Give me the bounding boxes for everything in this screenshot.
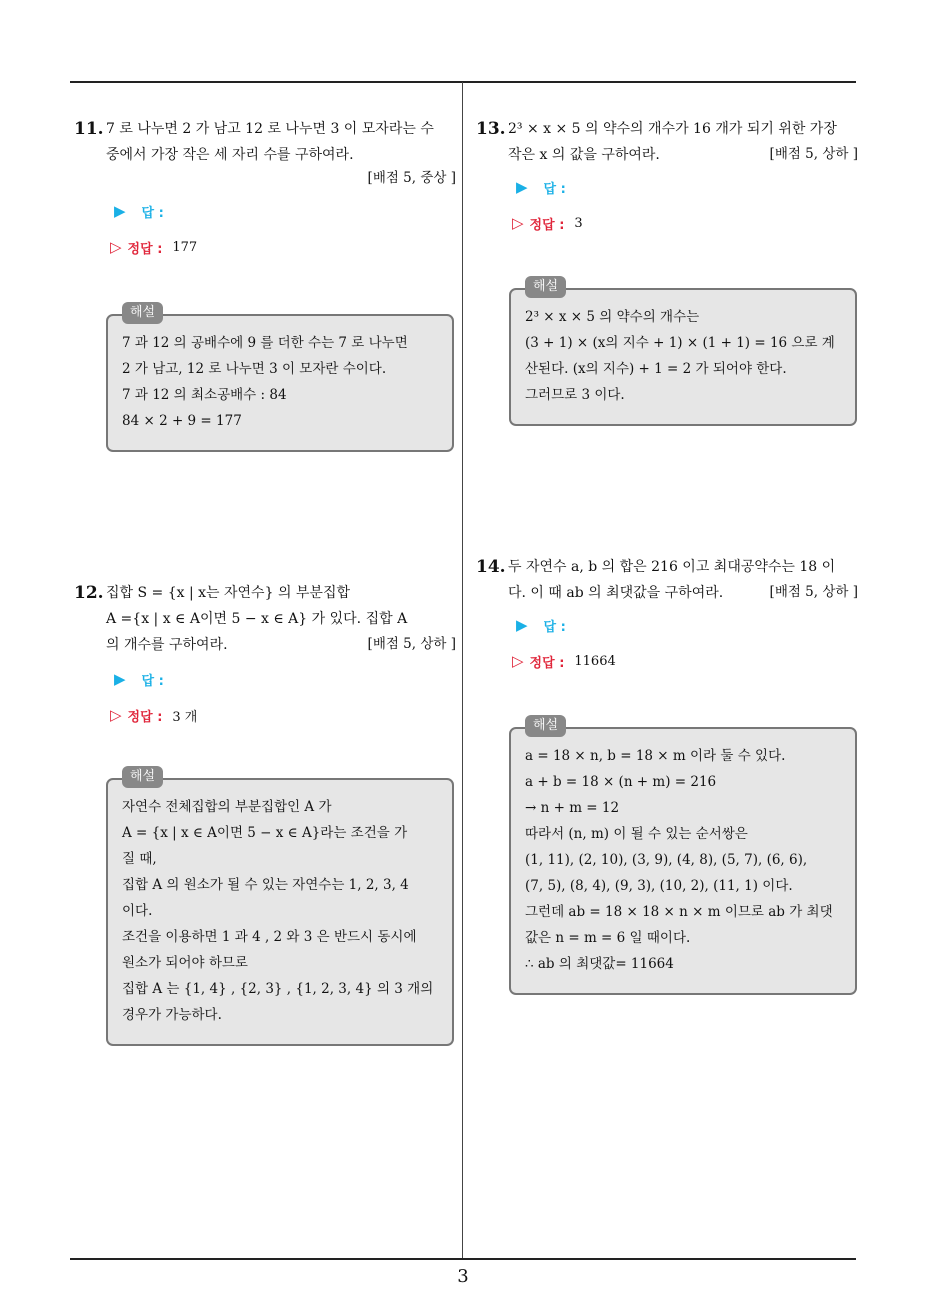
question-line: 다. 이 때 ab 의 최댓값을 구하여라.: [508, 585, 724, 601]
explanation-line: 질 때,: [122, 851, 157, 867]
question-line: A ={x | x ∈ A이면 5 − x ∈ A} 가 있다. 집합 A: [106, 611, 408, 627]
explanation-tag: 해설: [122, 302, 163, 324]
column-divider: [462, 82, 463, 1258]
explanation-line: 원소가 되어야 하므로: [122, 955, 248, 971]
explanation-line: 그러므로 3 이다.: [525, 387, 625, 403]
explanation-line: 집합 A 는 {1, 4} , {2, 3} , {1, 2, 3, 4} 의 3 개의: [122, 981, 434, 997]
answer-row: [114, 200, 456, 222]
explanation-line: ∴ ab 의 최댓값= 11664: [525, 956, 674, 972]
explanation-tag: 해설: [122, 766, 163, 788]
problem-number: 13.: [476, 119, 506, 139]
play-triangle-icon: ▶: [114, 202, 126, 220]
top-rule: [70, 81, 856, 83]
explanation-line: 2³ × x × 5 의 약수의 개수는: [525, 309, 700, 325]
question-line: 집합 S = {x | x는 자연수} 의 부분집합: [106, 585, 351, 601]
play-triangle-icon: ▶: [516, 616, 528, 634]
bottom-rule: [70, 1258, 856, 1260]
problem-14: [476, 554, 858, 672]
answer-row: [516, 614, 858, 636]
correct-answer-row: [110, 704, 456, 726]
answer-label: 답 :: [543, 181, 566, 197]
score-label: [배점 5, 상하 ]: [769, 146, 858, 162]
explanation-line: 84 × 2 + 9 = 177: [122, 413, 242, 429]
answer-label: 답 :: [141, 205, 164, 221]
explanation-line: 그런데 ab = 18 × 18 × n × m 이므로 ab 가 최댓: [525, 904, 833, 920]
explanation-line: 2 가 남고, 12 로 나누면 3 이 모자란 수이다.: [122, 361, 387, 377]
explanation-line: A = {x | x ∈ A이면 5 − x ∈ A}라는 조건을 가: [122, 825, 408, 841]
play-triangle-icon: ▶: [114, 670, 126, 688]
problem-number: 14.: [476, 557, 506, 577]
page-number: 3: [457, 1266, 469, 1287]
explanation-line: (7, 5), (8, 4), (9, 3), (10, 2), (11, 1) 이다.: [525, 878, 793, 894]
problem-number: 11.: [74, 119, 104, 139]
explanation-tag: 해설: [525, 276, 566, 298]
explanation-line: → n + m = 12: [525, 800, 620, 816]
explanation-box: [509, 718, 857, 995]
explanation-box: [106, 305, 454, 452]
correct-answer: 3 개: [172, 709, 198, 725]
explanation-line: (3 + 1) × (x의 지수 + 1) × (1 + 1) = 16 으로 계: [525, 335, 835, 351]
question-line: 의 개수를 구하여라.: [106, 637, 228, 653]
explanation-line: 경우가 가능하다.: [122, 1007, 222, 1023]
correct-answer-row: [110, 236, 456, 258]
correct-label: 정답 :: [529, 217, 565, 233]
outline-triangle-icon: ▷: [110, 706, 122, 724]
play-triangle-icon: ▶: [516, 178, 528, 196]
explanation-line: a + b = 18 × (n + m) = 216: [525, 774, 717, 790]
explanation-line: 조건을 이용하면 1 과 4 , 2 와 3 은 반드시 동시에: [122, 929, 417, 945]
outline-triangle-icon: ▷: [110, 238, 122, 256]
problem-12: [74, 580, 456, 726]
explanation-line: 이다.: [122, 903, 153, 919]
question-line: 중에서 가장 작은 세 자리 수를 구하여라.: [106, 147, 354, 163]
outline-triangle-icon: ▷: [512, 652, 524, 670]
correct-label: 정답 :: [529, 655, 565, 671]
explanation-box: [106, 769, 454, 1046]
question-line: 7 로 나누면 2 가 남고 12 로 나누면 3 이 모자라는 수: [106, 121, 434, 137]
explanation-line: (1, 11), (2, 10), (3, 9), (4, 8), (5, 7), (6, 6),: [525, 852, 808, 868]
correct-answer: 11664: [574, 653, 616, 669]
explanation-box: [509, 279, 857, 426]
correct-answer: 3: [574, 215, 583, 231]
explanation-line: 집합 A 의 원소가 될 수 있는 자연수는 1, 2, 3, 4: [122, 877, 409, 893]
question-line: 2³ × x × 5 의 약수의 개수가 16 개가 되기 위한 가장: [508, 121, 837, 137]
explanation-tag: 해설: [525, 715, 566, 737]
problem-number: 12.: [74, 583, 104, 603]
correct-label: 정답 :: [127, 709, 163, 725]
correct-answer-row: [512, 650, 858, 672]
explanation-line: 따라서 (n, m) 이 될 수 있는 순서쌍은: [525, 826, 748, 842]
score-label: [배점 5, 상하 ]: [367, 636, 456, 652]
explanation-line: 자연수 전체집합의 부분집합인 A 가: [122, 799, 332, 815]
correct-answer: 177: [172, 239, 198, 255]
score-label: [배점 5, 상하 ]: [769, 584, 858, 600]
answer-label: 답 :: [141, 673, 164, 689]
answer-row: [114, 668, 456, 690]
explanation-line: 7 과 12 의 최소공배수 : 84: [122, 387, 287, 403]
correct-answer-row: [512, 212, 858, 234]
answer-label: 답 :: [543, 619, 566, 635]
answer-row: [516, 176, 858, 198]
explanation-line: 값은 n = m = 6 일 때이다.: [525, 930, 691, 946]
question-line: 두 자연수 a, b 의 합은 216 이고 최대공약수는 18 이: [508, 559, 836, 575]
explanation-line: 산된다. (x의 지수) + 1 = 2 가 되어야 한다.: [525, 361, 787, 377]
problem-11: [74, 116, 456, 258]
score-label: [배점 5, 중상 ]: [367, 170, 456, 186]
explanation-line: a = 18 × n, b = 18 × m 이라 둘 수 있다.: [525, 748, 786, 764]
correct-label: 정답 :: [127, 241, 163, 257]
outline-triangle-icon: ▷: [512, 214, 524, 232]
explanation-line: 7 과 12 의 공배수에 9 를 더한 수는 7 로 나누면: [122, 335, 408, 351]
problem-13: [476, 116, 858, 234]
question-line: 작은 x 의 값을 구하여라.: [508, 147, 660, 163]
